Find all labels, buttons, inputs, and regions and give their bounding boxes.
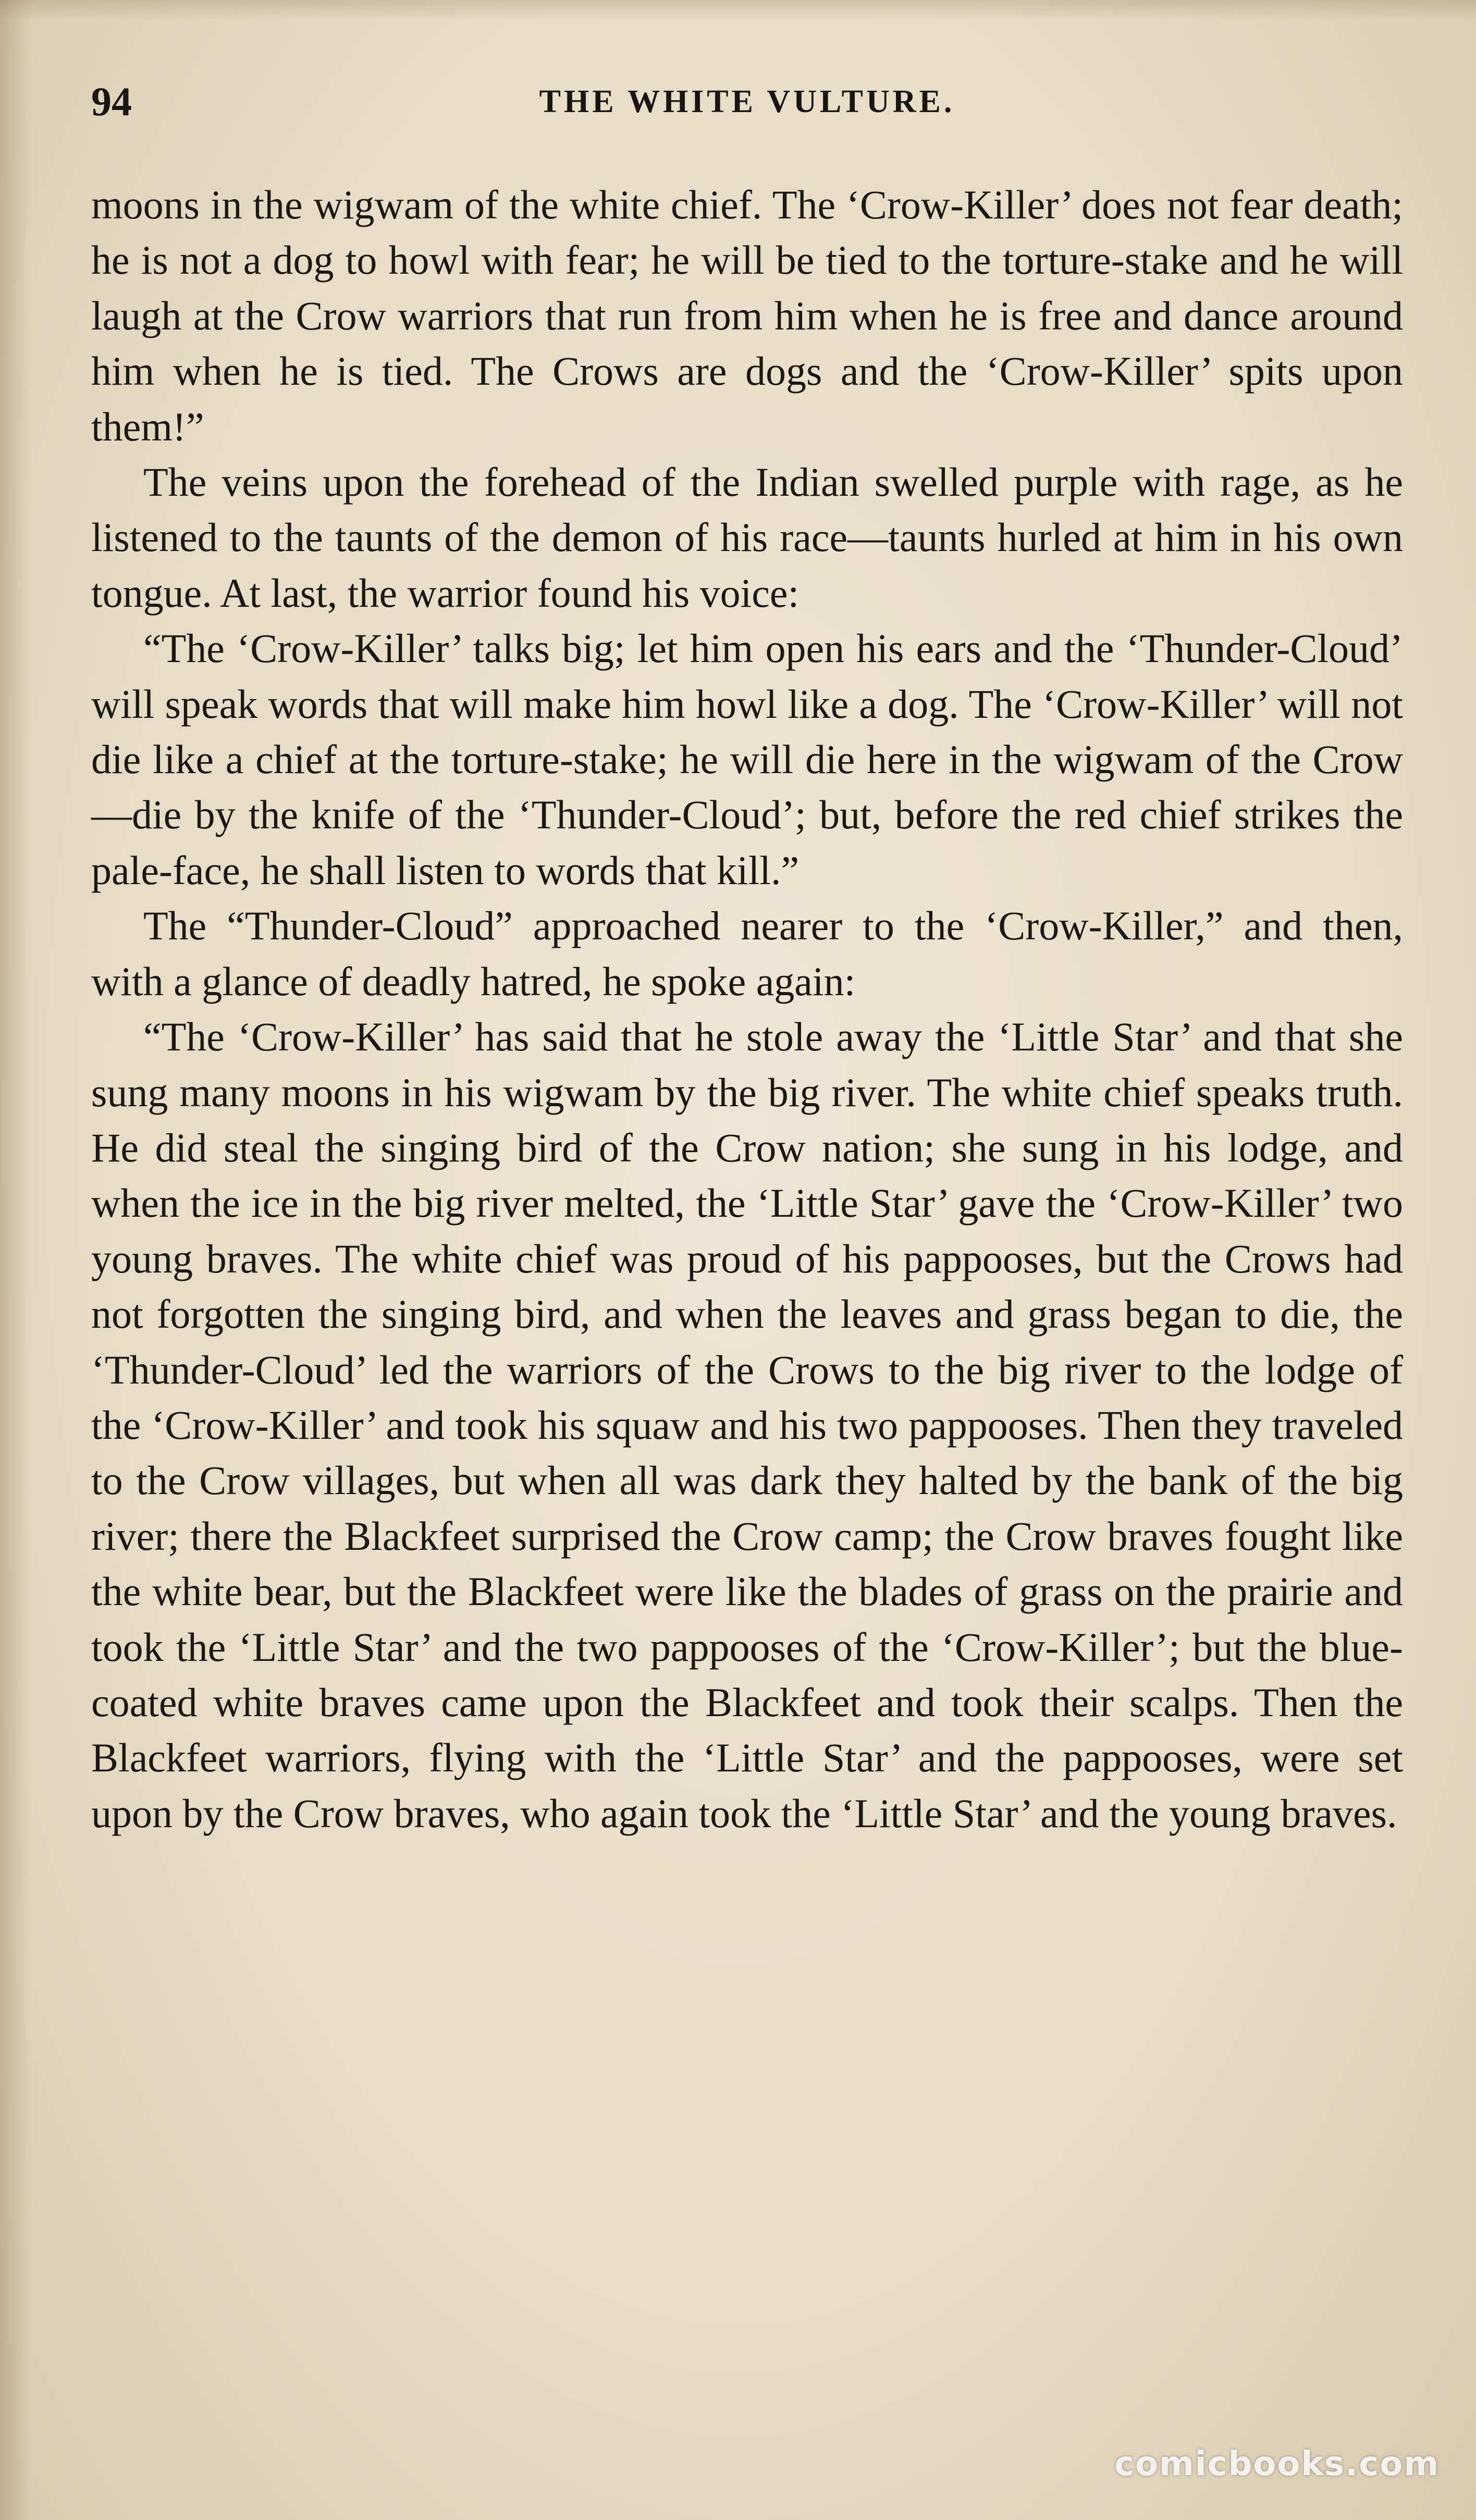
paragraph: The “Thunder-Cloud” approached nearer to the ‘Crow-Killer,” and then, with a glance of deadly hatred, he spoke again: [91,903,1403,1004]
page-edge-shadow-top [0,0,1476,21]
page-number: 94 [91,79,132,124]
paragraph: moons in the wigwam of the white chief. The ‘Crow-Killer’ does not fear death; he is not a dog to howl with fear; he will be tied to the torture-stake and he will laugh at the Crow warriors that run from him when he is free and dance around him when he is tied. The Crows are dogs and the ‘Crow-Killer’ spits upon them!” [91,182,1403,449]
paragraph: “The ‘Crow-Killer’ talks big; let him open his ears and the ‘Thunder-Cloud’ will speak words that will make him howl like a dog. The ‘Crow-Killer’ will not die like a chief at the torture-stake; he will die here in the wigwam of the Crow—die by the knife of the ‘Thunder-Cloud’; but, before the red chief strikes the pale-face, he shall listen to words that kill.” [91,626,1403,893]
watermark: comicbooks.com [1114,2445,1440,2484]
running-title: THE WHITE VULTURE. [539,84,955,119]
body-text [91,177,1403,1841]
page-header [91,73,1403,130]
paragraph: The veins upon the forehead of the Indian swelled purple with rage, as he listened to the taunts of the demon of his race—taunts hurled at him in his own tongue. At last, the warrior found his voice: [91,459,1403,616]
paragraph: “The ‘Crow-Killer’ has said that he stole away the ‘Little Star’ and that she sung many moons in his wigwam by the big river. The white chief speaks truth. He did steal the singing bird of the Crow nation; she sung in his lodge, and when the ice in the big river melted, the ‘Little Star’ gave the ‘Crow-Killer’ two young braves. The white chief was proud of his pappooses, but the Crows had not forgotten the singing bird, and when the leaves and grass began to die, the ‘Thunder-Cloud’ led the warriors of the Crows to the big river to the lodge of the ‘Crow-Killer’ and took his squaw and his two pappooses. Then they traveled to the Crow villages, but when all was dark they halted by the bank of the big river; there the Blackfeet surprised the Crow camp; the Crow braves fought like the white bear, but the Blackfeet were like the blades of grass on the prairie and took the ‘Little Star’ and the two pappooses of the ‘Crow-Killer’; but the blue-coated white braves came upon the Blackfeet and took their scalps. Then the Blackfeet warriors, flying with the ‘Little Star’ and the pappooses, were set upon by the Crow braves, who again took the ‘Little Star’ and the young braves. [91,1014,1403,1836]
page-edge-shadow-left [0,0,31,2520]
